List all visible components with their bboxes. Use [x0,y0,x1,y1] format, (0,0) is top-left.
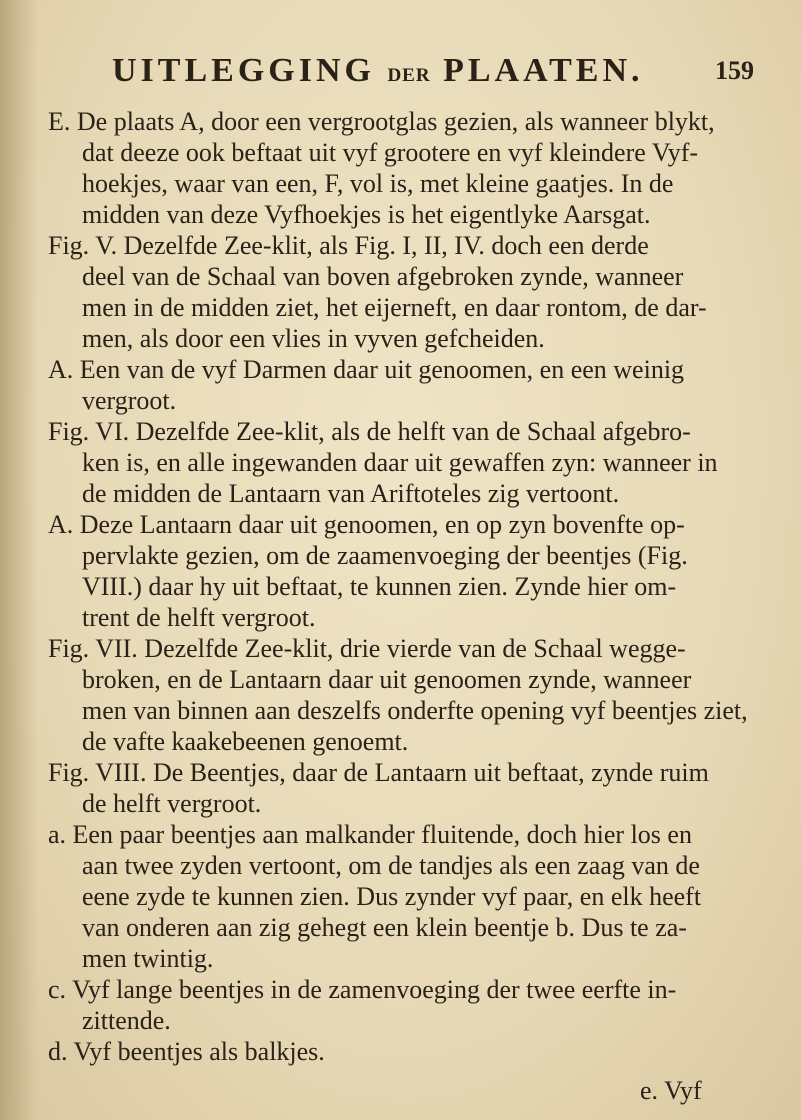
page-number: 159 [715,56,754,85]
paragraph-a-lantaarn [48,509,748,633]
text-line: aan twee zyden vertoont, om de tandjes als een zaag van de [82,851,700,880]
text-line: men van binnen aan deszelfs onderfte opening vyf beentjes ziet, [82,696,748,725]
text-line: men twintig. [82,944,214,973]
running-head-title: UITLEGGING [112,52,375,89]
text-line: midden van deze Vyfhoekjes is het eigentlyke Aarsgat. [82,200,651,229]
running-head-connector: DER [387,65,431,86]
text-line: men, als door een vlies in vyven gefcheiden. [82,324,545,353]
text-line: zittende. [82,1006,171,1035]
text-line: c. Vyf lange beentjes in de zamenvoeging der twee eerfte in- [48,975,677,1004]
text-line: broken, en de Lantaarn daar uit genoomen zynde, wanneer [82,665,692,694]
text-line: men in de midden ziet, het eijerneft, en daar rontom, de dar- [82,293,707,322]
text-line: Fig. V. Dezelfde Zee-klit, als Fig. I, II, IV. doch een derde [48,231,649,260]
text-line: Fig. VI. Dezelfde Zee-klit, als de helft van de Schaal afgebro- [48,417,691,446]
text-line: de helft vergroot. [82,789,262,818]
binding-shadow [0,0,38,1120]
text-line: ken is, en alle ingewanden daar uit gewaffen zyn: wanneer in [82,448,718,477]
paragraph-fig-vii [48,633,748,757]
text-line: Fig. VII. Dezelfde Zee-klit, drie vierde van de Schaal wegge- [48,634,686,663]
text-line: A. Een van de vyf Darmen daar uit genoomen, en een weinig [48,355,685,384]
running-head [112,52,752,96]
paragraph-a-darmen [48,354,748,416]
text-line: E. De plaats A, door een vergrootglas gezien, als wanneer blykt, [48,107,715,136]
paragraph-e [48,106,748,230]
text-line: deel van de Schaal van boven afgebroken zynde, wanneer [82,262,684,291]
paragraph-c [48,974,748,1036]
text-line: eene zyde te kunnen zien. Dus zynder vyf paar, en elk heeft [82,882,702,911]
text-line: de vafte kaakebeenen genoemt. [82,727,409,756]
text-line: trent de helft vergroot. [82,603,316,632]
text-line: hoekjes, waar van een, F, vol is, met kleine gaatjes. In de [82,169,674,198]
text-line: A. Deze Lantaarn daar uit genoomen, en op zyn bovenfte op- [48,510,685,539]
text-line: de midden de Lantaarn van Ariftoteles zig vertoont. [82,479,620,508]
paragraph-fig-vi [48,416,748,509]
text-line: dat deeze ook beftaat uit vyf grootere en vyf kleindere Vyf- [82,138,699,167]
paragraph-fig-v [48,230,748,354]
text-line: pervlakte gezien, om de zaamenvoeging der beentjes (Fig. [82,541,688,570]
catchword: e. Vyf [640,1076,702,1105]
paragraph-a-beentjes [48,819,748,974]
text-line: d. Vyf beentjes als balkjes. [48,1037,325,1066]
running-head-title-second: PLAATEN. [443,52,644,89]
text-line: vergroot. [82,386,177,415]
text-line: a. Een paar beentjes aan malkander fluitende, doch hier los en [48,820,692,849]
text-line: VIII.) daar hy uit beftaat, te kunnen zien. Zynde hier om- [82,572,677,601]
paragraph-d [48,1036,748,1067]
paragraph-fig-viii [48,757,748,819]
text-line: van onderen aan zig gehegt een klein beentje b. Dus te za- [82,913,687,942]
text-line: Fig. VIII. De Beentjes, daar de Lantaarn uit beftaat, zynde ruim [48,758,709,787]
